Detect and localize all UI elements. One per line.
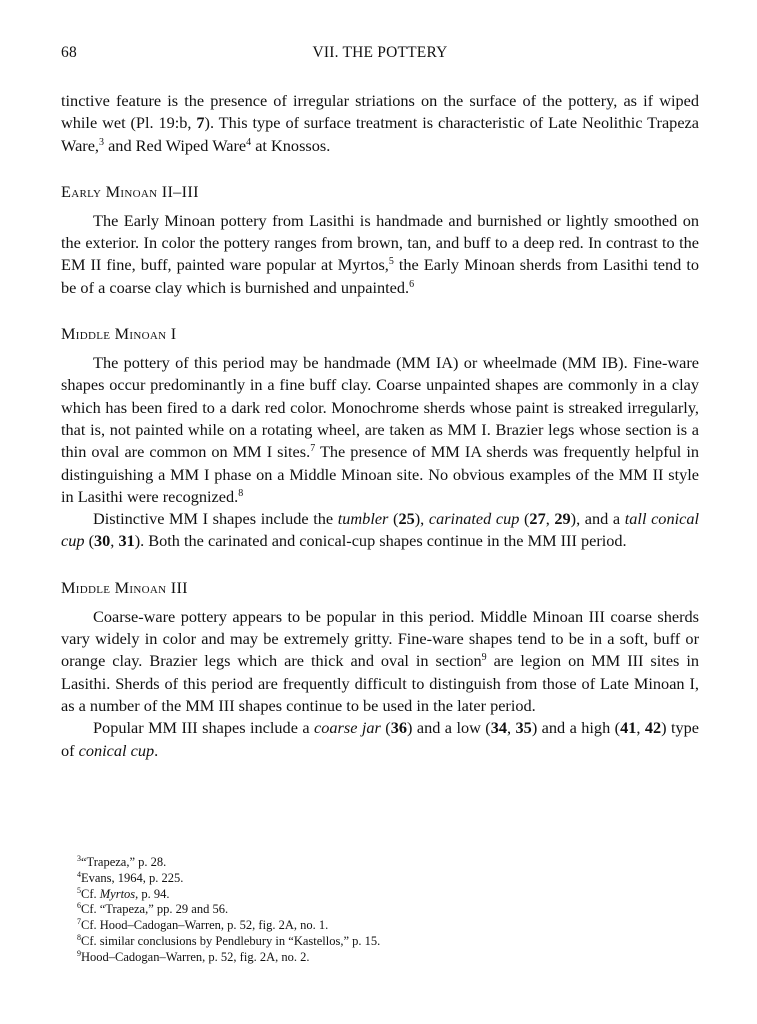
- footnote-ref: 9: [481, 652, 487, 664]
- footnotes: [77, 855, 380, 966]
- footnote-ref: 6: [409, 278, 415, 290]
- footnote: $^6$Cf. “Trapeza,” pp. 29 and 56.: [77, 901, 229, 917]
- intro-paragraph: tinctive feature is the presence of irregular striations on the surface of the pottery, as if wiped while wet (Pl. 19:b, 7). This type of surface treatment is characteristic of Late Neolithic Trapeza Ware,$^3$ and Red Wiped Ware$^4$ at Knossos.: [61, 91, 700, 155]
- body-text: [61, 90, 699, 762]
- footnote-ref: 4: [246, 136, 252, 148]
- footnote-ref: 7: [310, 443, 316, 455]
- footnote: $^4$Evans, 1964, p. 225.: [77, 869, 184, 885]
- footnote: $^7$Cf. Hood–Cadogan–Warren, p. 52, fig. 2A, no. 1.: [77, 917, 329, 933]
- mm3-paragraph-1: Coarse-ware pottery appears to be popular in this period. Middle Minoan III coarse sherds vary widely in color and may be extremely gritty. Fine-ware shapes tend to be in a soft, buff or orange clay. Brazier legs which are thick and oval in section$^9$ are legion on MM III sites in Lasithi. Sherds of this period are frequently difficult to distinguish from those of Late Minoan I, as a number of the MM III shapes continue to be used in the later period.: [61, 606, 699, 715]
- footnote: $^3$“Trapeza,” p. 28.: [77, 854, 167, 869]
- section-heading-em: Early Minoan II–III: [61, 181, 199, 201]
- footnote: $^9$Hood–Cadogan–Warren, p. 52, fig. 2A, no. 2.: [77, 948, 310, 964]
- em-paragraph: The Early Minoan pottery from Lasithi is handmade and burnished or lightly smoothed on the exterior. In color the pottery ranges from brown, tan, and buff to a deep red. In contrast to the EM II fine, buff, painted ware popular at Myrtos,$^5$ the Early Minoan sherds from Lasithi tend to be of a coarse clay which is burnished and unpainted.$^6$: [61, 210, 699, 297]
- page-number: 68: [61, 44, 77, 61]
- footnote-ref: 8: [238, 487, 244, 499]
- footnote-ref: 5: [388, 256, 394, 268]
- footnote: $^8$Cf. similar conclusions by Pendlebury in “Kastellos,” p. 15.: [77, 932, 381, 948]
- section-heading-mm3: Middle Minoan III: [61, 577, 188, 597]
- mm1-paragraph-2: Distinctive MM I shapes include the tumbler (25), carinated cup (27, 29), and a tall conical cup (30, 31). Both the carinated and conical-cup shapes continue in the MM III period.: [61, 509, 699, 551]
- page: [61, 44, 699, 762]
- footnote: $^5$Cf. Myrtos, p. 94.: [77, 885, 170, 901]
- mm1-paragraph-1: The pottery of this period may be handmade (MM IA) or wheelmade (MM IB). Fine-ware shapes occur predominantly in a fine buff clay. Coarse unpainted shapes are commonly in a clay which has been fired to a dark red color. Monochrome sherds whose paint is streaked irregularly, that is, not painted while on a rotating wheel, are taken as MM I. Brazier legs whose section is a thin oval are common on MM I sites.$^7$ The presence of MM IA sherds was frequently helpful in distinguishing a MM I phase on a Middle Minoan site. No obvious examples of the MM II style in Lasithi were recognized.$^8$: [61, 353, 700, 506]
- mm3-paragraph-2: Popular MM III shapes include a coarse jar (36) and a low (34, 35) and a high (41, 42) type of conical cup.: [61, 718, 700, 760]
- footnote-ref: 3: [99, 136, 105, 148]
- section-heading-mm1: Middle Minoan I: [61, 324, 177, 344]
- running-header: [61, 44, 699, 70]
- running-title: VII. THE POTTERY: [312, 44, 448, 61]
